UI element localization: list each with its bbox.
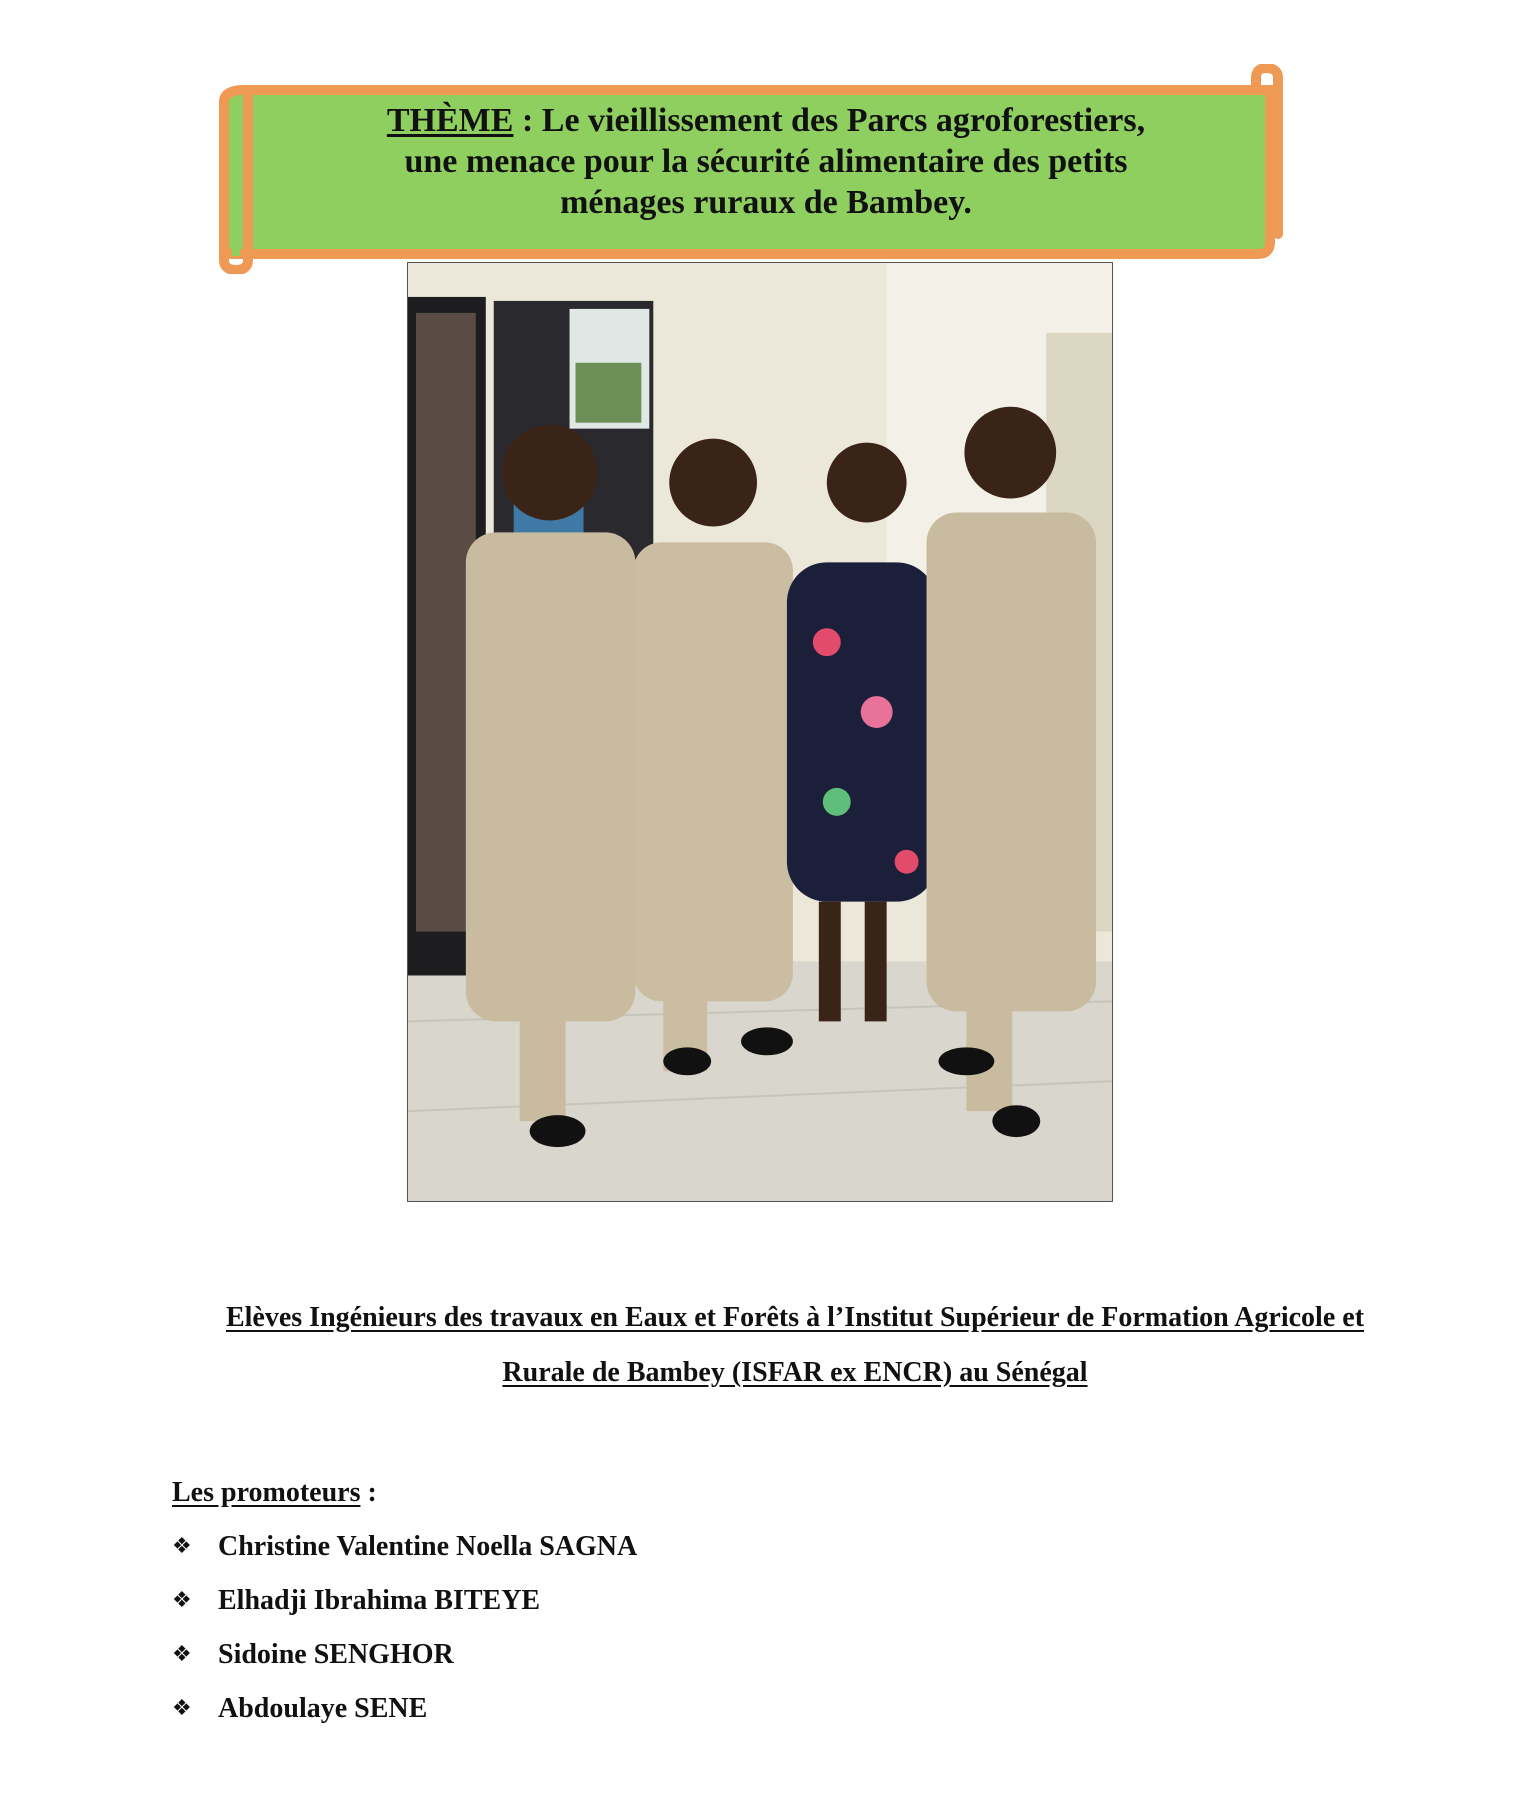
institution-caption-line-2: Rurale de Bambey (ISFAR ex ENCR) au Sénégal — [502, 1357, 1088, 1388]
list-item — [172, 1574, 637, 1628]
promoter-name: Elhadji Ibrahima BITEYE — [218, 1585, 541, 1616]
diamond-bullet-icon: ❖ — [172, 1642, 192, 1667]
diamond-bullet-icon: ❖ — [172, 1696, 192, 1721]
list-item — [172, 1682, 637, 1736]
list-item — [172, 1628, 637, 1682]
institution-caption — [150, 1290, 1440, 1400]
diamond-bullet-icon: ❖ — [172, 1588, 192, 1613]
theme-title-line-2: une menace pour la sécurité alimentaire des petits — [404, 143, 1128, 180]
group-photo-illustration — [408, 263, 1112, 1201]
promoters-heading-suffix: : — [360, 1477, 377, 1508]
diamond-bullet-icon: ❖ — [172, 1534, 192, 1559]
promoter-name: Sidoine SENGHOR — [218, 1639, 454, 1670]
promoters-heading — [172, 1466, 637, 1520]
theme-title — [266, 100, 1266, 223]
group-photo — [407, 262, 1113, 1202]
theme-title-line-1-text: : Le vieillissement des Parcs agroforestiers, — [513, 102, 1146, 139]
promoter-name: Abdoulaye SENE — [218, 1693, 428, 1724]
list-item — [172, 1520, 637, 1574]
promoters-heading-label: Les promoteurs — [172, 1477, 361, 1508]
theme-banner — [218, 64, 1296, 274]
theme-title-line-3: ménages ruraux de Bambey. — [560, 184, 972, 221]
theme-title-line-1 — [266, 100, 1266, 141]
theme-label: THÈME — [386, 102, 514, 139]
promoters-section — [172, 1466, 637, 1736]
institution-caption-line-1: Elèves Ingénieurs des travaux en Eaux et Forêts à l’Institut Supérieur de Formation Agricole et — [225, 1302, 1365, 1333]
promoter-name: Christine Valentine Noella SAGNA — [218, 1531, 638, 1562]
promoter-list — [172, 1520, 637, 1736]
